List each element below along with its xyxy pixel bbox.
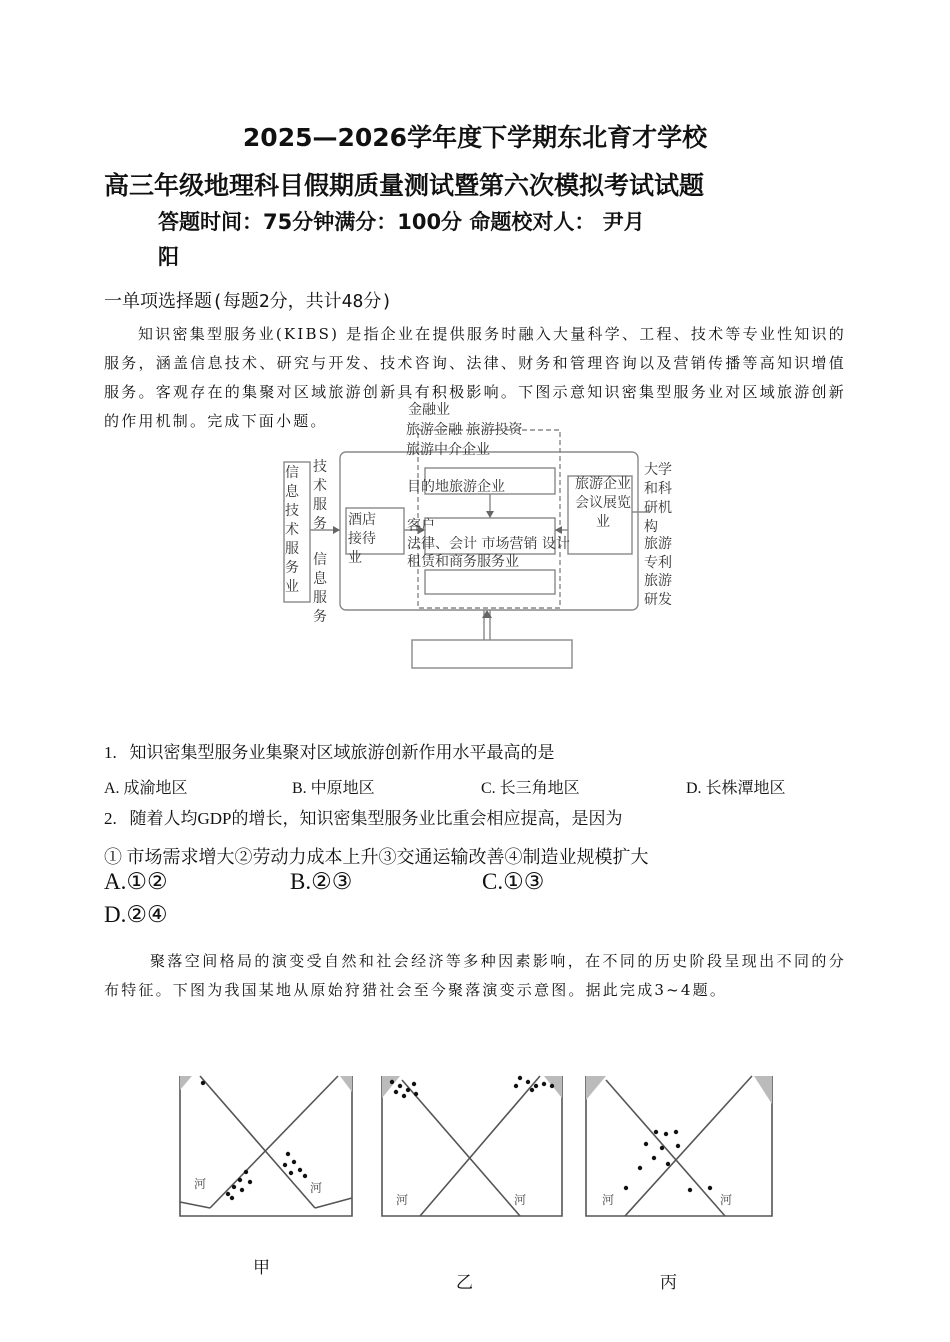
question-2-number: 2. [104, 809, 117, 828]
mice-label: 旅游企业会议展览业 [575, 476, 631, 530]
finance-sub-label: 旅游金融 旅游投资 [406, 422, 523, 438]
research-label: 旅游研发 [644, 573, 672, 608]
finance-label: 金融业 [408, 402, 450, 418]
river-label-bing-right: 河 [720, 1193, 733, 1207]
hotel-label: 酒店接待业 [348, 512, 376, 566]
section-heading: 一单项选择题(每题2分，共计48分) [104, 291, 393, 312]
q1-option-d[interactable]: D. 长株潭地区 [686, 780, 786, 797]
exam-title: 2025—2026学年度下学期东北育才学校 [242, 123, 708, 152]
q1-option-c[interactable]: C. 长三角地区 [481, 780, 580, 797]
section1-intro: 知识密集型服务业(KIBS) 是指企业在提供服务时融入大量科学、工程、技术等专业性知识的服务，涵盖信息技术、研究与开发、技术咨询、法律、财务和管理咨询以及营销传播等高知识增值服务。客观存在的集聚对区域旅游创新具有积极影响。下图示意知识密集型服务业对区域旅游创新的作用机制。完成下面小题。 [104, 325, 846, 430]
question-2-items: ① 市场需求增大②劳动力成本上升③交通运输改善④制造业规模扩大 [104, 847, 649, 867]
q1-option-a[interactable]: A. 成渝地区 [104, 780, 188, 797]
university-label: 大学和科研机构 [644, 462, 672, 535]
base-box [412, 640, 572, 668]
question-1-number: 1. [104, 743, 117, 762]
question-2 [104, 804, 623, 829]
q1-option-b[interactable]: B. 中原地区 [292, 780, 375, 797]
question-2-text: 随着人均GDP的增长，知识密集型服务业比重会相应提高，是因为 [129, 809, 623, 828]
leasing-label: 租赁和商务服务业 [407, 554, 519, 570]
question-1 [104, 738, 555, 763]
intermediary-label: 旅游中介企业 [406, 442, 490, 458]
river-label-jia-right: 河 [310, 1181, 323, 1195]
kibs-mechanism-diagram [270, 400, 690, 680]
tech-service-label: 技术服务 [313, 459, 327, 532]
info-service-label: 信息服务 [313, 552, 327, 625]
q2-option-b[interactable]: B.②③ [290, 869, 353, 894]
map-jia [180, 1076, 352, 1216]
customer-label: 客户 [407, 518, 435, 534]
map-label-yi: 乙 [456, 1273, 473, 1293]
q2-option-d[interactable]: D.②④ [104, 902, 168, 927]
exam-meta-line1: 答题时间：75分钟满分：100分 命题校对人： 尹月 [158, 210, 645, 234]
river-label-yi-left: 河 [396, 1193, 409, 1207]
settlement-maps [170, 1070, 790, 1230]
map-yi [382, 1076, 562, 1216]
exam-meta-line2: 阳 [158, 245, 179, 269]
q2-option-c[interactable]: C.①③ [482, 869, 545, 894]
q2-option-a[interactable]: A.①② [104, 869, 168, 894]
river-label-bing-left: 河 [602, 1193, 615, 1207]
destination-label: 目的地旅游企业 [407, 479, 505, 495]
legal-label: 法律、会计 市场营销 设计 [407, 536, 570, 552]
question-1-text: 知识密集型服务业集聚对区域旅游创新作用水平最高的是 [129, 743, 555, 762]
section2-intro: 聚落空间格局的演变受自然和社会经济等多种因素影响，在不同的历史阶段呈现出不同的分布特征。下图为我国某地从原始狩猎社会至今聚落演变示意图。据此完成3~4题。 [104, 952, 846, 999]
patent-label: 旅游专利 [644, 536, 672, 571]
info-tech-service-label: 信息技术服务业 [285, 465, 299, 595]
bottom-box [425, 570, 555, 594]
exam-subtitle: 高三年级地理科目假期质量测试暨第六次模拟考试试题 [104, 171, 705, 200]
map-label-jia: 甲 [253, 1258, 270, 1278]
map-label-bing: 丙 [660, 1273, 677, 1293]
river-label-yi-right: 河 [514, 1193, 527, 1207]
river-label-jia-left: 河 [194, 1177, 207, 1191]
